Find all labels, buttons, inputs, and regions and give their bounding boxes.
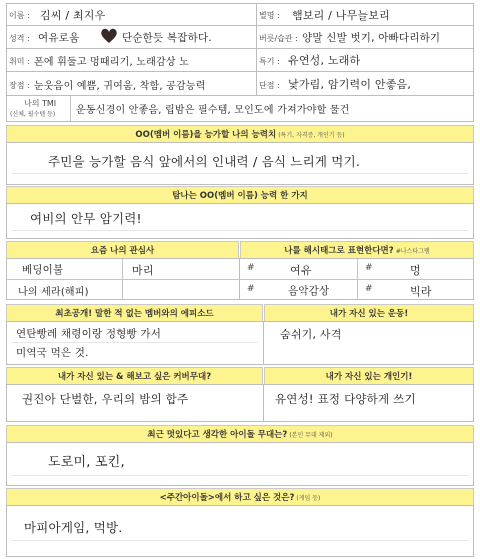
strength-value: 눈웃음이 예쁨, 귀여움, 착함, 공감능력 <box>34 81 206 92</box>
ability-header-text: OO(멤버 이름)을 능가할 나의 능력치 <box>135 130 277 140</box>
episode-header <box>6 304 263 322</box>
personality-value: 여유로움 <box>38 32 80 44</box>
nickname-label: 별명 : <box>259 11 280 20</box>
stage-header <box>6 425 474 443</box>
personality-value-2: 단순한듯 복잡하다. <box>122 32 212 44</box>
weekly-header-text: <주간아이돌>에서 하고 싶은 것은? <box>159 493 295 503</box>
hash-symbol-1: # <box>247 263 255 273</box>
talent-value: 유연성, 노래하 <box>288 54 361 67</box>
hashtag-header-note: #나스타그램 <box>395 247 430 255</box>
talent-label: 특기 : <box>259 57 280 66</box>
stage-header-text: 최근 멋있다고 생각한 아이돌 무대는? <box>147 430 288 440</box>
hashtag-item-4: 빅라 <box>410 285 432 298</box>
hobby-value: 폰에 휘둘고 멍때리기, 노래감상 노 <box>34 57 189 68</box>
nickname-value: 햄보리 / 나무늘보리 <box>292 9 390 22</box>
hashtag-item-1: 여유 <box>290 264 312 277</box>
cover-value: 권진아 단벌한, 우리의 밤의 합주 <box>22 392 189 406</box>
skill-header-text: 내가 자신 있는 개인기! <box>325 372 413 382</box>
interest-item-1: 베딩이불 <box>22 264 64 276</box>
name-value: 김씨 / 최지우 <box>40 9 106 22</box>
interest-header <box>6 241 239 259</box>
hashtag-item-2: 멍 <box>410 264 421 277</box>
heart-icon <box>100 27 118 44</box>
interest-item-3: 나의 세라(해피) <box>18 287 89 298</box>
sport-header-text: 내가 자신 있는 운동! <box>329 309 409 319</box>
stage-header-note: (본인 무대 제외) <box>289 431 333 439</box>
tmi-sub: (신체, 필수템 등) <box>10 111 56 118</box>
covet-header-text: 탐나는 OO(멤버 이름) 능력 한 가지 <box>172 191 308 201</box>
skill-header <box>264 367 474 385</box>
ability-header <box>6 125 474 143</box>
name-label: 이름 : <box>9 11 30 20</box>
weekly-value: 마피아게임, 먹방. <box>24 520 123 535</box>
tmi-value: 운동신경이 안좋음, 립밤은 필수템, 모인도에 가져가야할 물건 <box>76 105 350 116</box>
strength-label: 장점 : <box>9 81 30 90</box>
cover-header <box>6 367 263 385</box>
hobby-label: 취미 : <box>9 57 30 66</box>
hash-symbol-4: # <box>365 284 373 294</box>
interest-item-2: 마리 <box>132 264 154 277</box>
weekly-header-note: (게임 등) <box>296 494 321 502</box>
hashtag-header-text: 나를 해시태그로 표현한다면? <box>284 246 394 256</box>
hashtag-item-3: 음악감상 <box>288 285 330 297</box>
hash-symbol-3: # <box>247 284 255 294</box>
weekly-header <box>6 488 474 506</box>
interest-header-text: 요즘 나의 관심사 <box>90 246 155 256</box>
covet-header <box>6 186 474 204</box>
hash-symbol-2: # <box>365 263 373 273</box>
tmi-label: 나의 TMI <box>24 99 57 108</box>
sport-value: 숨쉬기, 사격 <box>280 328 342 341</box>
hashtag-header <box>240 241 474 259</box>
stage-value: 도로미, 포킨, <box>48 455 125 470</box>
personality-label: 성격 : <box>9 34 30 43</box>
episode-value-1: 연탄빵레 채령이랑 정형빵 가서 <box>16 328 162 340</box>
skill-value: 유연성! 표정 다양하게 쓰기 <box>275 392 416 406</box>
episode-value-2: 미역국 먹은 것. <box>16 347 89 359</box>
ability-value: 주민을 능가할 음식 앞에서의 인내력 / 음식 느리게 먹기. <box>48 154 361 169</box>
habit-value: 양말 신발 벗기, 아빠다리하기 <box>302 32 441 44</box>
weakness-value: 낯가림, 암기력이 안좋음, <box>288 78 412 91</box>
ability-header-note: (특기, 자격증, 개인기 등) <box>278 131 345 139</box>
habit-label: 버릇/습관 : <box>259 34 298 43</box>
episode-header-text: 최초공개! 말한 적 없는 멤버와의 에피소드 <box>55 309 214 319</box>
sport-header <box>264 304 474 322</box>
covet-value: 여비의 안무 암기력! <box>30 211 142 226</box>
cover-header-text: 내가 자신 있는 & 해보고 싶은 커버무대? <box>57 372 212 382</box>
weakness-label: 단점 : <box>259 81 280 90</box>
